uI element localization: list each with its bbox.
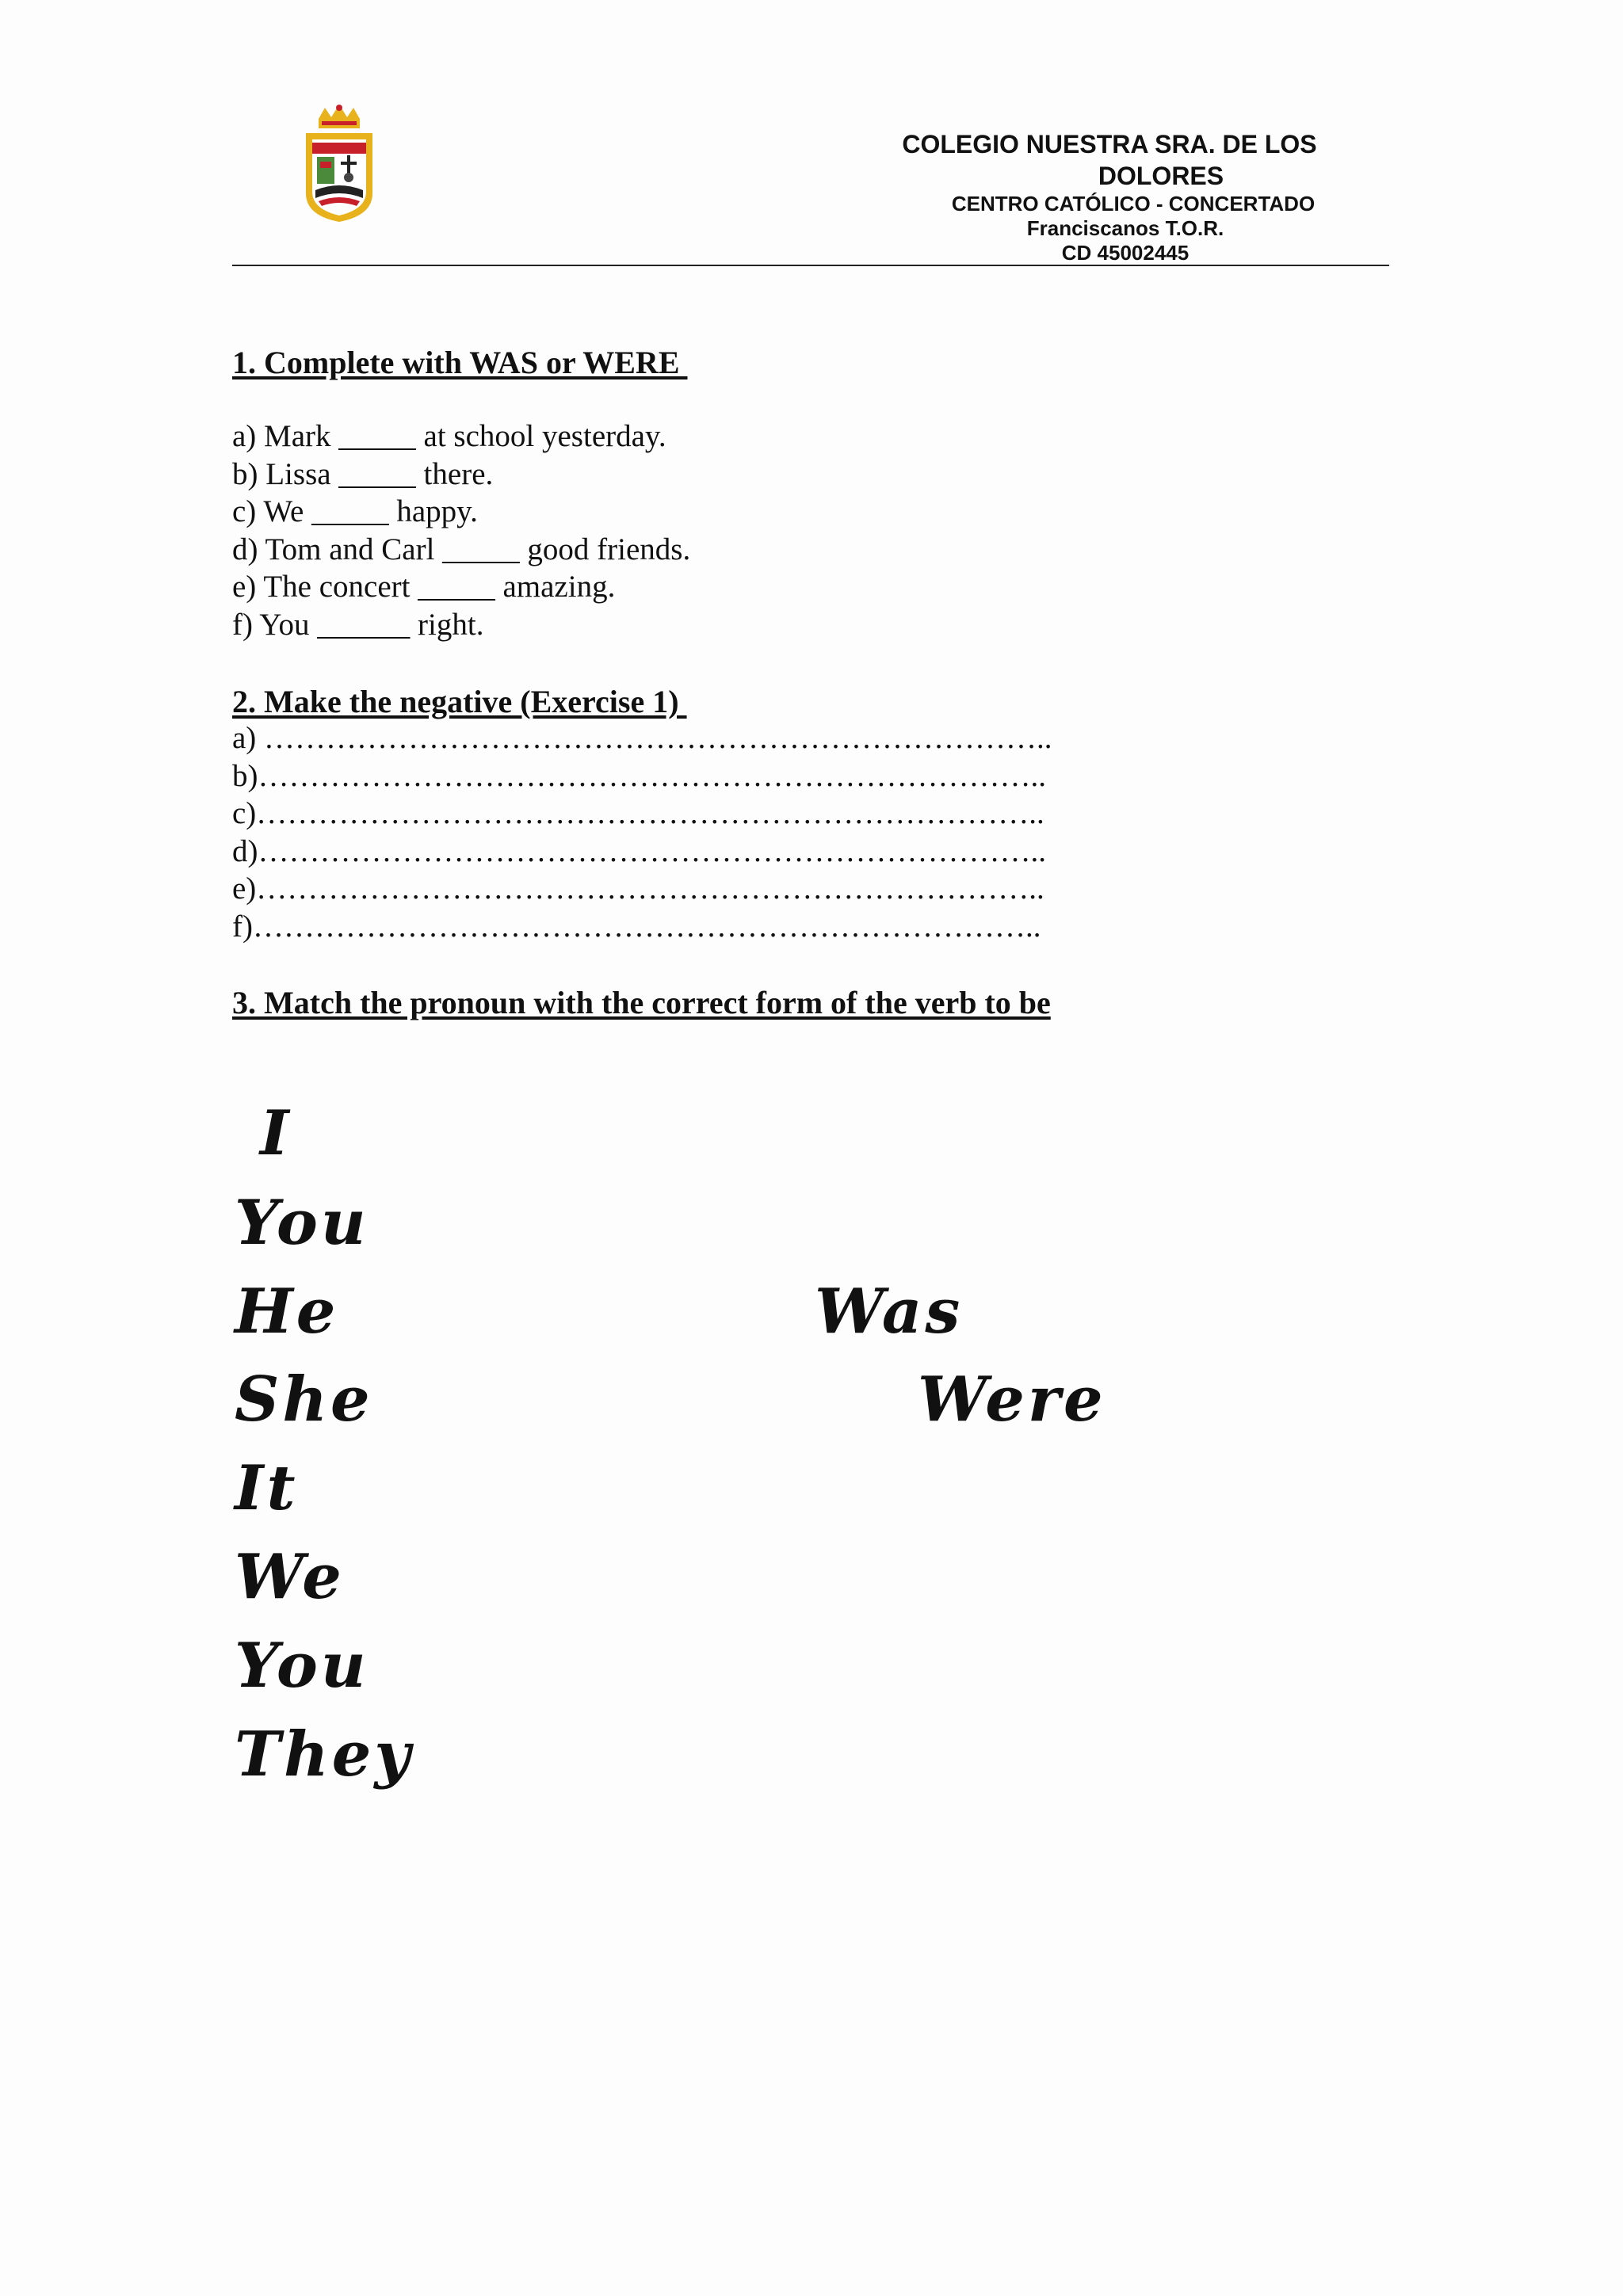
exercise2-answer-line: b)………………………………………………………………….. — [232, 759, 1046, 793]
exercise2-answer-line: d)………………………………………………………………….. — [232, 834, 1046, 868]
school-info — [856, 128, 1363, 265]
pronoun-it: It — [235, 1452, 299, 1524]
exercise1-heading: 1. Complete with WAS or WERE — [232, 345, 688, 380]
header-divider — [232, 265, 1389, 266]
pronoun-we: We — [235, 1541, 345, 1613]
pronoun-she: She — [235, 1363, 373, 1436]
school-name-line2: DOLORES — [1098, 162, 1224, 190]
school-crest-icon — [301, 105, 377, 223]
pronoun-i: I — [260, 1097, 292, 1169]
verb-was: Was — [815, 1276, 964, 1348]
pronoun-you: You — [235, 1187, 369, 1259]
school-type: CENTRO CATÓLICO - CONCERTADO — [951, 192, 1316, 215]
exercise2-answer-line: e)………………………………………………………………….. — [232, 871, 1044, 906]
exercise2-answer-line: a) ………………………………………………………………….. — [232, 721, 1052, 755]
school-name-line1: COLEGIO NUESTRA SRA. DE LOS — [902, 130, 1317, 158]
pronoun-you-plural: You — [235, 1630, 369, 1702]
exercise1-item: e) The concert _____ amazing. — [232, 570, 616, 604]
pronoun-he: He — [235, 1276, 339, 1348]
exercise3-heading: 3. Match the pronoun with the correct form of the verb to be — [232, 985, 1051, 1020]
pronoun-they: They — [235, 1718, 414, 1791]
exercise1-item: d) Tom and Carl _____ good friends. — [232, 532, 691, 566]
verb-were: Were — [918, 1363, 1106, 1436]
school-code: CD 45002445 — [1061, 241, 1190, 265]
exercise2-answer-line: f)………………………………………………………………….. — [232, 910, 1041, 944]
exercise1-item: f) You ______ right. — [232, 608, 484, 642]
exercise2-answer-line: c)………………………………………………………………….. — [232, 796, 1044, 830]
exercise1-item: c) We _____ happy. — [232, 494, 478, 528]
exercise1-item: b) Lissa _____ there. — [232, 457, 494, 491]
exercise1-item: a) Mark _____ at school yesterday. — [232, 419, 666, 453]
school-order: Franciscanos T.O.R. — [1026, 216, 1224, 240]
exercise2-heading: 2. Make the negative (Exercise 1) — [232, 684, 687, 719]
